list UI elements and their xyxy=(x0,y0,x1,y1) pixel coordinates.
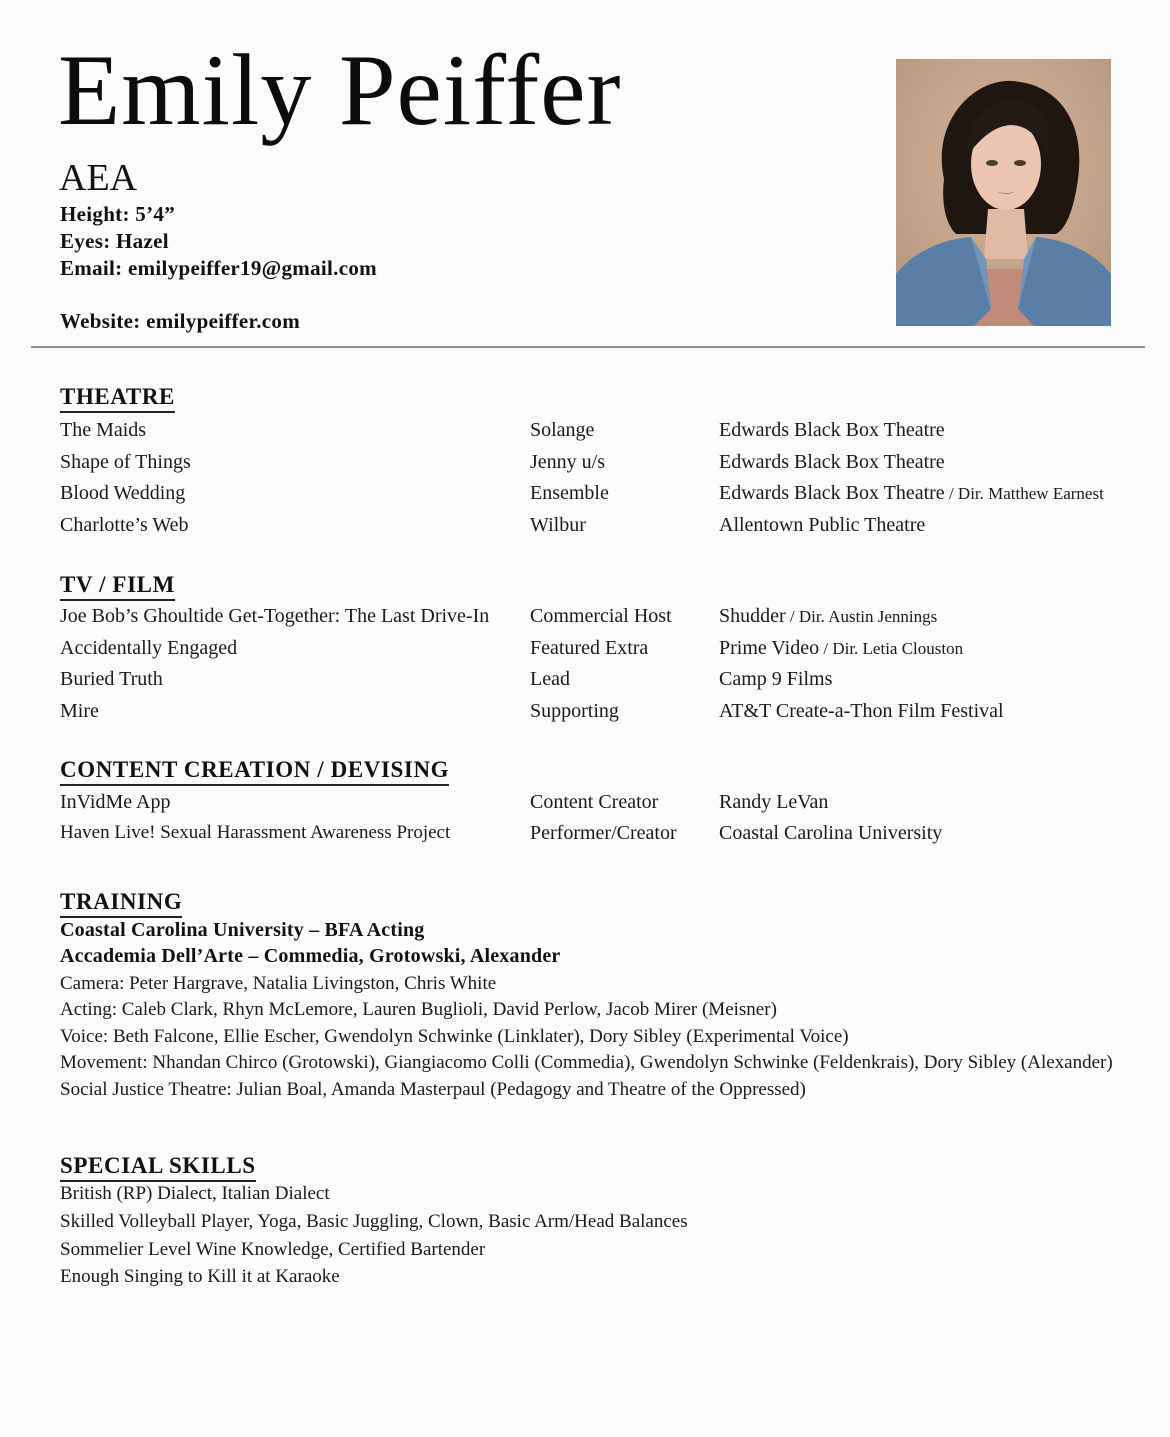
credit-venue: Edwards Black Box Theatre xyxy=(719,451,945,473)
website-info[interactable]: Website: emilypeiffer.com xyxy=(60,309,300,333)
eyes-info: Eyes: Hazel xyxy=(60,229,169,253)
credit-venue: AT&T Create-a-Thon Film Festival xyxy=(719,700,1004,722)
credit-venue: Edwards Black Box Theatre / Dir. Matthew Earnest xyxy=(719,482,1104,504)
credit-title: Accidentally Engaged xyxy=(60,637,238,659)
credit-title: Buried Truth xyxy=(60,668,163,690)
skill-line: Enough Singing to Kill it at Karaoke xyxy=(60,1266,340,1287)
content-heading: CONTENT CREATION / DEVISING xyxy=(60,758,449,786)
training-line: Movement: Nhandan Chirco (Grotowski), Giangiacomo Colli (Commedia), Gwendolyn Schwinke (Feldenkrais), Dory Sibley (Alexander) xyxy=(60,1052,1113,1073)
skill-line: Sommelier Level Wine Knowledge, Certified Bartender xyxy=(60,1239,486,1260)
credit-title: Blood Wedding xyxy=(60,482,186,504)
union-affiliation: AEA xyxy=(59,157,138,199)
training-degree: Coastal Carolina University – BFA Acting xyxy=(60,919,425,941)
theatre-heading: THEATRE xyxy=(60,385,175,413)
training-heading: TRAINING xyxy=(60,890,182,918)
skill-line: British (RP) Dialect, Italian Dialect xyxy=(60,1183,330,1204)
training-line: Voice: Beth Falcone, Ellie Escher, Gwendolyn Schwinke (Linklater), Dory Sibley (Experimental Voice) xyxy=(60,1026,849,1047)
table-row xyxy=(0,701,1170,727)
training-line: Social Justice Theatre: Julian Boal, Amanda Masterpaul (Pedagogy and Theatre of the Oppressed) xyxy=(60,1079,806,1100)
credit-role: Content Creator xyxy=(530,791,659,813)
credit-role: Solange xyxy=(530,419,595,441)
training-program: Accademia Dell’Arte – Commedia, Grotowski, Alexander xyxy=(60,945,561,967)
credit-role: Ensemble xyxy=(530,482,609,504)
table-row xyxy=(0,823,1170,849)
credit-title: InVidMe App xyxy=(60,791,171,813)
height-info: Height: 5’4” xyxy=(60,202,175,226)
table-row xyxy=(0,638,1170,664)
credit-role: Commercial Host xyxy=(530,605,672,627)
credit-title: Mire xyxy=(60,700,99,722)
table-row xyxy=(0,606,1170,632)
credit-title: The Maids xyxy=(60,419,147,441)
tvfilm-heading: TV / FILM xyxy=(60,573,175,601)
credit-venue: Edwards Black Box Theatre xyxy=(719,419,945,441)
skill-line: Skilled Volleyball Player, Yoga, Basic Juggling, Clown, Basic Arm/Head Balances xyxy=(60,1211,688,1232)
credit-role: Jenny u/s xyxy=(530,451,605,473)
table-row xyxy=(0,669,1170,695)
table-row xyxy=(0,515,1170,541)
headshot-photo xyxy=(896,59,1111,326)
credit-venue: Camp 9 Films xyxy=(719,668,833,690)
table-row xyxy=(0,420,1170,446)
credit-title: Haven Live! Sexual Harassment Awareness Project xyxy=(60,822,451,843)
actor-name: Emily Peiffer xyxy=(58,34,622,147)
table-row xyxy=(0,483,1170,509)
credit-title: Charlotte’s Web xyxy=(60,514,189,536)
header-divider xyxy=(31,346,1145,348)
credit-venue: Coastal Carolina University xyxy=(719,822,943,844)
credit-role: Wilbur xyxy=(530,514,586,536)
credit-venue: Allentown Public Theatre xyxy=(719,514,926,536)
credit-role: Featured Extra xyxy=(530,637,649,659)
table-row xyxy=(0,452,1170,478)
credit-role: Supporting xyxy=(530,700,619,722)
training-line: Camera: Peter Hargrave, Natalia Livingston, Chris White xyxy=(60,973,497,994)
credit-venue: Prime Video / Dir. Letia Clouston xyxy=(719,637,964,659)
table-row xyxy=(0,792,1170,818)
email-info[interactable]: Email: emilypeiffer19@gmail.com xyxy=(60,256,377,280)
training-line: Acting: Caleb Clark, Rhyn McLemore, Lauren Buglioli, David Perlow, Jacob Mirer (Meisner) xyxy=(60,999,777,1020)
credit-venue: Shudder / Dir. Austin Jennings xyxy=(719,605,938,627)
credit-role: Performer/Creator xyxy=(530,822,677,844)
credit-role: Lead xyxy=(530,668,570,690)
credit-title: Shape of Things xyxy=(60,451,191,473)
credit-title: Joe Bob’s Ghoultide Get-Together: The Last Drive-In xyxy=(60,605,490,627)
headshot-illustration xyxy=(896,59,1111,326)
credit-venue: Randy LeVan xyxy=(719,791,829,813)
skills-heading: SPECIAL SKILLS xyxy=(60,1154,256,1182)
